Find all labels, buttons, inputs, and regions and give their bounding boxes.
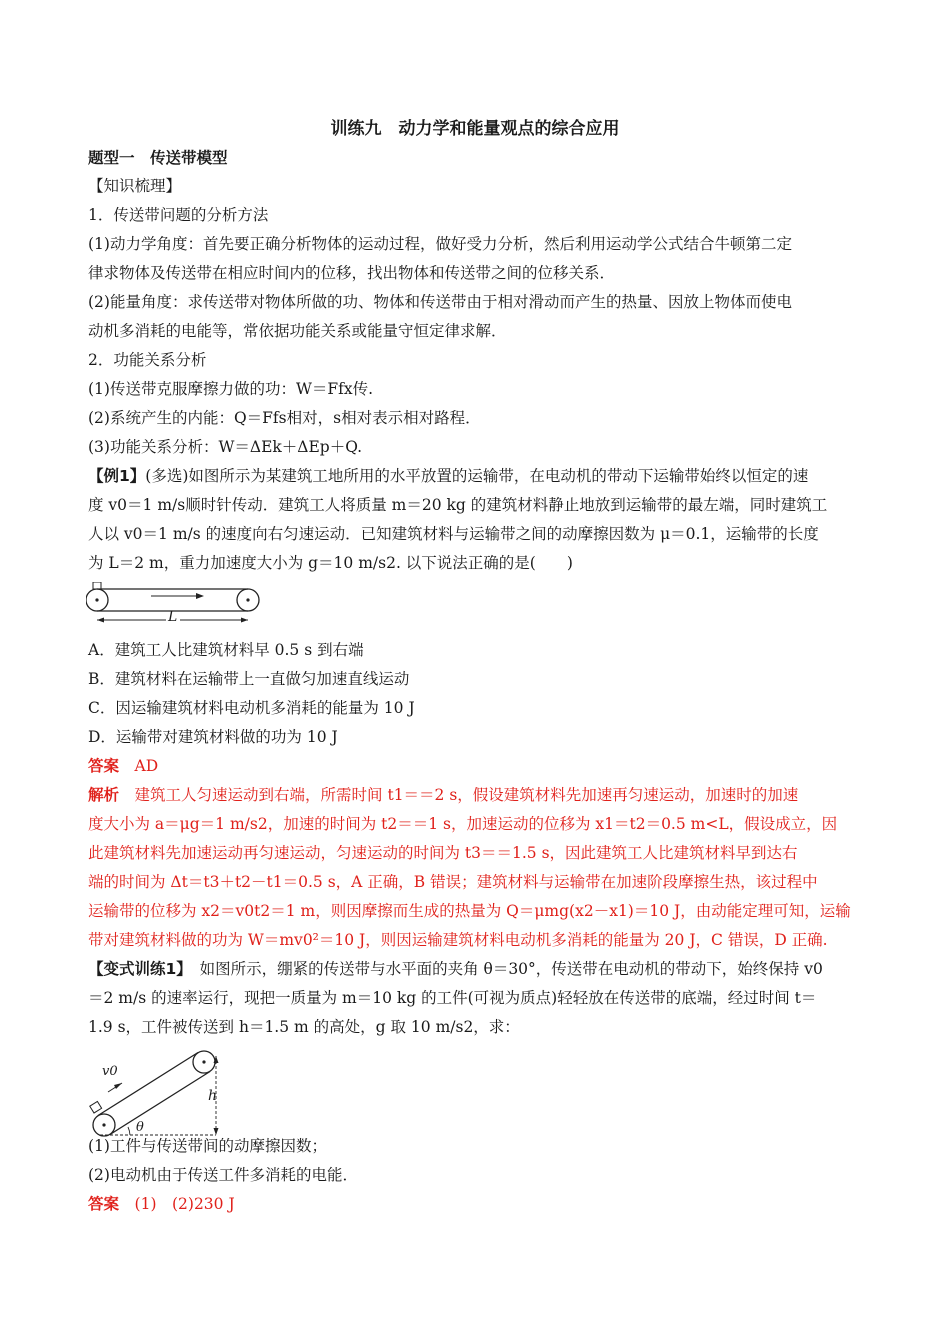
conveyor-figure-inclined [86,1040,236,1140]
option-a: A．建筑工人比建筑材料早 0.5 s 到右端 [88,641,364,659]
p2-item-1: (1)传送带克服摩擦力做的功：W＝Ffx传. [88,380,374,398]
analysis-line2: 度大小为 a＝μg＝1 m/s2，加速的时间为 t2＝＝1 s，加速运动的位移为 x1＝t2＝0.5 m<L，假设成立，因 [88,815,838,833]
answer2-label: 答案 [88,1195,120,1213]
example1-tag: 【例1】 [88,467,146,485]
figure2-theta-label: θ [136,1120,144,1135]
p1-a-line2: 律求物体及传送带在相应时间内的位移，找出物体和传送带之间的位移关系． [88,264,616,282]
analysis-label: 解析 [88,786,120,804]
page-title: 训练九 动力学和能量观点的综合应用 [330,119,620,139]
figure2-h-label: h [208,1088,218,1104]
p2-item-2: (2)系统产生的内能：Q＝Ffs相对，s相对表示相对路程． [88,409,481,427]
conveyor-figure-horizontal [86,582,266,628]
p1-b-line1: (2)能量角度：求传送带对物体所做的功、物体和传送带由于相对滑动而产生的热量、因放上物体而使电 [88,293,792,311]
option-d: D．运输带对建筑材料做的功为 10 J [88,728,338,746]
example1-line3: 人以 v0＝1 m/s 的速度向右匀速运动．已知建筑材料与运输带之间的动摩擦因数为 μ＝0.1，运输带的长度 [88,525,819,543]
analysis-line5: 运输带的位移为 x2＝v0t2＝1 m，则因摩擦而生成的热量为 Q＝μmg(x2－x1)＝10 J，由动能定理可知，运输 [88,902,851,920]
section-heading: 题型一 传送带模型 [88,149,228,167]
p2-item-3: (3)功能关系分析：W＝ΔEk＋ΔEp＋Q. [88,438,363,456]
p2-heading: 2．功能关系分析 [88,351,207,369]
option-b: B．建筑材料在运输带上一直做匀加速直线运动 [88,670,410,688]
variant1-tag: 【变式训练1】 [88,960,185,978]
variant1-line1: 【变式训练1】 如图所示，绷紧的传送带与水平面的夹角 θ＝30°，传送带在电动机的带动下，始终保持 v0 [88,960,823,978]
answer1-line [88,756,878,776]
p1-heading: 1．传送带问题的分析方法 [88,206,269,224]
answer1-value: AD [134,757,159,775]
analysis-line1: 解析 建筑工人匀速运动到右端，所需时间 t1＝＝2 s，假设建筑材料先加速再匀速运动，加速时的加速 [88,786,799,804]
analysis-line4: 端的时间为 Δt＝t3＋t2－t1＝0.5 s，A 正确，B 错误；建筑材料与运输带在加速阶段摩擦生热，该过程中 [88,873,818,891]
variant1-line2: ＝2 m/s 的速率运行，现把一质量为 m＝10 kg 的工件(可视为质点)轻轻放在传送带的底端，经过时间 t＝ [88,989,817,1007]
question-2: (2)电动机由于传送工件多消耗的电能． [88,1166,358,1184]
p1-a-line1: (1)动力学角度：首先要正确分析物体的运动过程，做好受力分析，然后利用运动学公式结合牛顿第二定 [88,235,792,253]
answer1-label: 答案 [88,757,120,775]
example1-line2: 度 v0＝1 m/s顺时针传动．建筑工人将质量 m＝20 kg 的建筑材料静止地放到运输带的最左端，同时建筑工 [88,496,828,514]
variant1-line3: 1.9 s，工件被传送到 h＝1.5 m 的高处，g 取 10 m/s2，求： [88,1018,520,1036]
example1-line1: 【例1】(多选)如图所示为某建筑工地所用的水平放置的运输带，在电动机的带动下运输带始终以恒定的速 [88,467,809,485]
analysis-line6: 带对建筑材料做的功为 W＝mv0²＝10 J，则因运输建筑材料电动机多消耗的能量为 20 J，C 错误，D 正确. [88,931,828,949]
figure1-length-label: L [168,609,178,625]
example1-line4: 为 L＝2 m，重力加速度大小为 g＝10 m/s2. 以下说法正确的是( ) [88,554,573,572]
option-c: C．因运输建筑材料电动机多消耗的能量为 10 J [88,699,415,717]
answer2-line [88,1194,878,1214]
knowledge-tag: 【知识梳理】 [88,177,182,195]
p1-b-line2: 动机多消耗的电能等，常依据功能关系或能量守恒定律求解． [88,322,507,340]
answer2-value: (1) (2)230 J [134,1195,235,1213]
figure2-v0-label: v0 [102,1064,118,1079]
analysis-line3: 此建筑材料先加速运动再匀速运动，匀速运动的时间为 t3＝＝1.5 s，因此建筑工人比建筑材料早到达右 [88,844,798,862]
question-1: (1)工件与传送带间的动摩擦因数； [88,1137,327,1155]
